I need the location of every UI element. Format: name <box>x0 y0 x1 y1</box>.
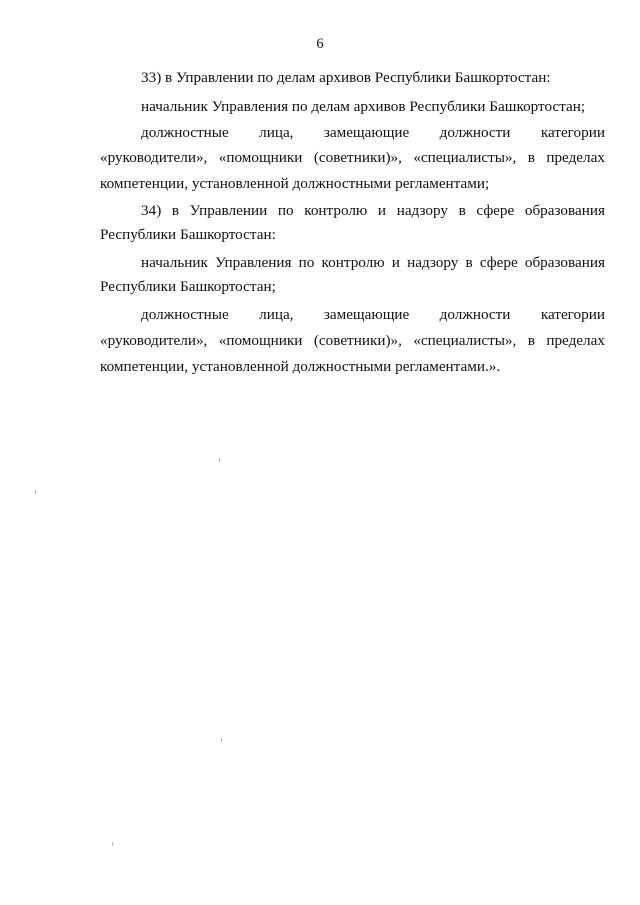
item34-head-line1 <box>141 254 605 272</box>
item33-heading: 33) в Управлении по делам архивов Республики Башкортостан: <box>141 69 551 86</box>
word: в <box>465 254 473 271</box>
word: надзору <box>396 202 448 219</box>
word: и <box>391 254 400 271</box>
word: Управлении <box>189 202 268 219</box>
word: «помощники <box>218 332 303 349</box>
item34-heading-line1 <box>141 202 605 220</box>
word: и <box>377 202 387 219</box>
word: «руководители», <box>100 149 208 166</box>
word: в <box>171 202 180 219</box>
item34-officials-line2 <box>100 332 605 350</box>
item33-officials-line1 <box>141 124 605 142</box>
word: в <box>527 332 535 349</box>
word: «руководители», <box>100 332 208 349</box>
scan-speck <box>219 458 220 462</box>
scan-speck <box>221 738 222 742</box>
word: пределах <box>546 149 605 166</box>
word: «специалисты», <box>413 332 517 349</box>
word: лица, <box>259 124 294 141</box>
word: в <box>527 149 535 166</box>
word: (советники)», <box>313 149 402 166</box>
word: контролю <box>321 254 385 271</box>
item34-officials-line3: компетенции, установленной должностными регламентами.». <box>100 358 501 375</box>
item33-officials-line2 <box>100 149 605 167</box>
scan-speck <box>35 490 36 494</box>
word: по <box>277 202 294 219</box>
word: пределах <box>546 332 605 349</box>
page-number: 6 <box>316 36 324 52</box>
word: должности <box>439 124 511 141</box>
word: по <box>298 254 315 271</box>
word: сфере <box>479 254 518 271</box>
word: контролю <box>304 202 368 219</box>
word: «помощники <box>218 149 303 166</box>
word: (советники)», <box>313 332 402 349</box>
word: замещающие <box>323 124 410 141</box>
word: замещающие <box>323 306 410 323</box>
word: категории <box>540 306 605 323</box>
word: сфере <box>476 202 515 219</box>
item34-heading-line2: Республики Башкортостан: <box>100 226 276 243</box>
word: должностные <box>141 306 229 323</box>
word: «специалисты», <box>413 149 517 166</box>
scan-speck <box>112 842 113 846</box>
word: образования <box>524 202 605 219</box>
word: надзору <box>407 254 459 271</box>
item34-head-line2: Республики Башкортостан; <box>100 278 276 295</box>
item33-head-official: начальник Управления по делам архивов Республики Башкортостан; <box>141 98 586 115</box>
word: должностные <box>141 124 229 141</box>
item34-officials-line1 <box>141 306 605 324</box>
word: должности <box>439 306 511 323</box>
word: 34) <box>141 202 162 219</box>
word: лица, <box>259 306 294 323</box>
word: начальник <box>141 254 208 271</box>
word: категории <box>540 124 605 141</box>
word: образования <box>524 254 605 271</box>
word: Управления <box>215 254 292 271</box>
item33-officials-line3: компетенции, установленной должностными регламентами; <box>100 175 490 192</box>
word: в <box>458 202 466 219</box>
